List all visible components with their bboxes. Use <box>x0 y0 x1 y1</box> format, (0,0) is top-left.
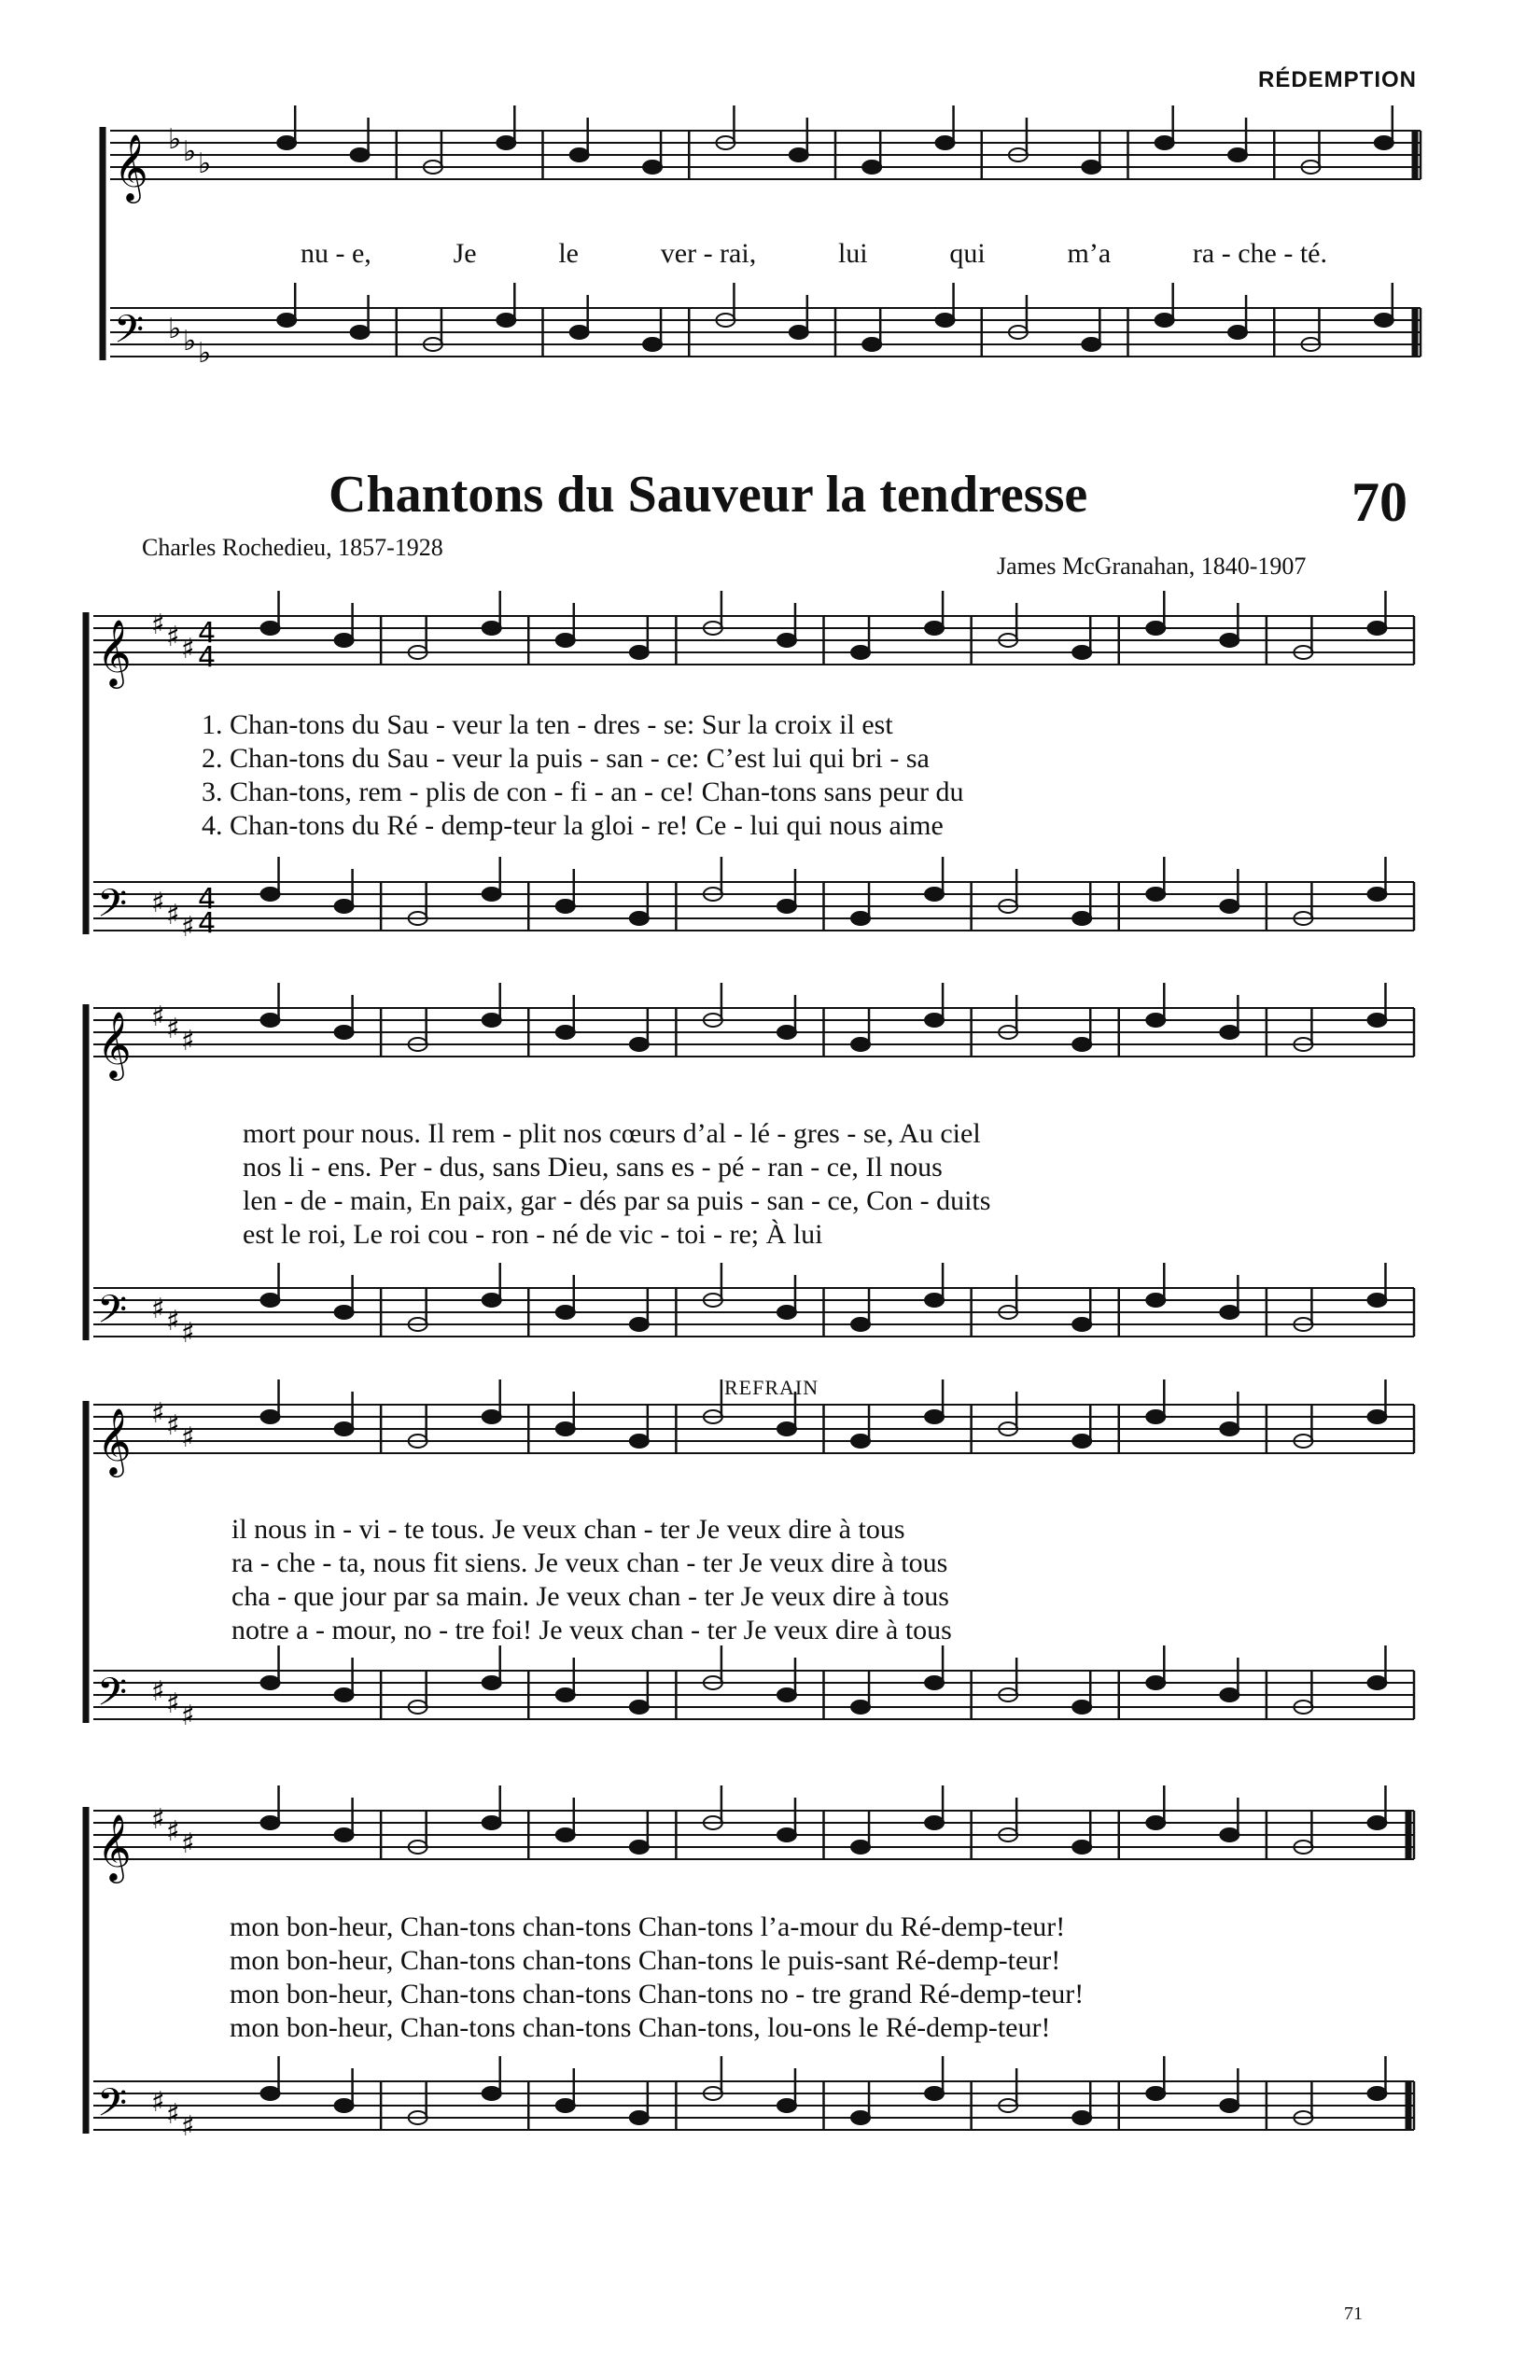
bass-note <box>1146 1294 1165 1307</box>
melody-note <box>1220 1422 1239 1435</box>
verse-line: len - de - main, En paix, gar - dés par sa puis - san - ce, Con - duits <box>243 1185 991 1216</box>
melody-note <box>497 136 515 149</box>
melody-note <box>925 622 944 635</box>
verse-block-3 <box>231 1514 1407 1648</box>
treble-clef-icon: 𝄞 <box>114 133 148 201</box>
verse-line: est le roi, Le roi cou - ron - né de vic - toi - re; À lui <box>243 1219 823 1250</box>
sharp-icon: ♯ <box>181 1317 195 1350</box>
bass-clef-icon: 𝄢 <box>97 881 128 935</box>
bass-note <box>483 2087 501 2100</box>
bass-note <box>277 314 296 327</box>
sharp-icon: ♯ <box>181 1025 195 1057</box>
bass-note <box>777 1688 796 1701</box>
sharp-icon: ♯ <box>166 899 180 931</box>
melody-note <box>1146 622 1165 635</box>
verse-line: mon bon-heur, Chan-tons chan-tons Chan-tons, lou-ons le Ré-demp-teur! <box>230 2012 1051 2043</box>
melody-note <box>630 646 649 659</box>
bass-note <box>351 326 370 339</box>
bass-note <box>1146 1676 1165 1689</box>
verse-line: il nous in - vi - te tous. Je veux chan - ter Je veux dire à tous <box>231 1514 905 1545</box>
verse-line: cha - que jour par sa main. Je veux chan - ter Je veux dire à tous <box>231 1581 949 1612</box>
melody-note <box>556 1026 575 1039</box>
verse-line: 2. Chan-tons du Sau - veur la puis - san - ce: C’est lui qui bri - sa <box>202 743 930 774</box>
melody-note <box>777 1026 796 1039</box>
hymn-number: 70 <box>1351 471 1407 533</box>
time-signature: 4 <box>198 907 217 940</box>
bass-clef-icon: 𝄢 <box>114 307 145 361</box>
bass-note <box>497 314 515 327</box>
melody-note <box>1155 136 1174 149</box>
bass-note <box>630 912 649 925</box>
bass-note <box>925 888 944 901</box>
bass-note <box>1072 912 1091 925</box>
melody-note <box>261 1014 280 1027</box>
melody-note <box>556 1422 575 1435</box>
refrain-label: REFRAIN <box>724 1376 819 1399</box>
flat-icon: ♭ <box>168 313 182 345</box>
melody-note <box>335 634 354 647</box>
bass-note <box>261 1676 280 1689</box>
melody-note <box>851 1435 870 1448</box>
sharp-icon: ♯ <box>151 1675 165 1708</box>
sharp-icon: ♯ <box>166 1687 180 1720</box>
melody-note <box>1072 646 1091 659</box>
melody-note <box>936 136 955 149</box>
prev-lyric: le <box>558 238 579 269</box>
sharp-icon: ♯ <box>181 1421 195 1454</box>
melody-note <box>483 1014 501 1027</box>
melody-note <box>630 1038 649 1051</box>
melody-note <box>851 1841 870 1854</box>
melody-note <box>1220 634 1239 647</box>
prev-lyric: nu - e, <box>301 238 371 269</box>
verse-line: 3. Chan-tons, rem - plis de con - fi - an - ce! Chan-tons sans peur du <box>202 777 964 807</box>
hymn-title: Chantons du Sauveur la tendresse <box>329 466 1088 524</box>
verse-line: mort pour nous. Il rem - plit nos cœurs d’al - lé - gres - se, Au ciel <box>243 1118 981 1149</box>
bass-note <box>630 1318 649 1331</box>
melody-note <box>1072 1841 1091 1854</box>
melody-note <box>335 1026 354 1039</box>
bass-note <box>925 1676 944 1689</box>
melody-note <box>1072 1038 1091 1051</box>
section-heading: RÉDEMPTION <box>1258 67 1418 92</box>
sharp-icon: ♯ <box>166 621 180 653</box>
flat-icon: ♭ <box>183 325 197 357</box>
flat-icon: ♭ <box>198 147 212 180</box>
flat-icon: ♭ <box>198 337 212 370</box>
bass-note <box>851 1701 870 1714</box>
melody-note <box>261 622 280 635</box>
bass-note <box>261 1294 280 1307</box>
bass-note <box>1146 888 1165 901</box>
melody-note <box>790 148 808 161</box>
bass-note <box>335 2099 354 2112</box>
melody-note <box>1146 1014 1165 1027</box>
bass-note <box>925 1294 944 1307</box>
bass-note <box>483 888 501 901</box>
melody-note <box>925 1410 944 1423</box>
melody-note <box>351 148 370 161</box>
melody-note <box>777 634 796 647</box>
verse-line: notre a - mour, no - tre foi! Je veux chan - ter Je veux dire à tous <box>231 1615 952 1645</box>
bass-note <box>483 1676 501 1689</box>
bass-note <box>1082 338 1100 351</box>
treble-clef-icon: 𝄞 <box>97 1813 132 1881</box>
composer-credit: James McGranahan, 1840-1907 <box>997 553 1307 580</box>
sharp-icon: ♯ <box>181 1700 195 1732</box>
prev-hymn-lyrics <box>301 238 1327 270</box>
sharp-icon: ♯ <box>181 633 195 665</box>
flat-icon: ♭ <box>183 135 197 168</box>
bass-clef-icon: 𝄢 <box>97 2080 128 2135</box>
verse-line: nos li - ens. Per - dus, sans Dieu, sans es - pé - ran - ce, Il nous <box>243 1152 943 1183</box>
bass-note <box>556 1688 575 1701</box>
melody-note <box>1146 1410 1165 1423</box>
bass-note <box>1072 2111 1091 2124</box>
treble-clef-icon: 𝄞 <box>97 1010 132 1078</box>
bass-note <box>851 2111 870 2124</box>
sharp-icon: ♯ <box>151 1001 165 1033</box>
time-signature: 4 <box>198 641 217 674</box>
melody-note <box>1228 148 1247 161</box>
melody-note <box>1072 1435 1091 1448</box>
melody-note <box>925 1014 944 1027</box>
prev-lyric: ver - rai, <box>660 238 757 269</box>
melody-note <box>483 622 501 635</box>
bass-note <box>925 2087 944 2100</box>
treble-clef-icon: 𝄞 <box>97 1407 132 1475</box>
verse-line: 1. Chan-tons du Sau - veur la ten - dres - se: Sur la croix il est <box>202 709 893 740</box>
bass-note <box>1155 314 1174 327</box>
bass-note <box>556 1306 575 1319</box>
bass-note <box>556 900 575 913</box>
bass-note <box>777 1306 796 1319</box>
sharp-icon: ♯ <box>181 911 195 944</box>
melody-note <box>277 136 296 149</box>
sharp-icon: ♯ <box>181 2110 195 2143</box>
bass-note <box>1146 2087 1165 2100</box>
prev-lyric: lui <box>837 238 868 269</box>
melody-note <box>1367 1014 1386 1027</box>
sharp-icon: ♯ <box>151 1803 165 1836</box>
bass-note <box>570 326 589 339</box>
bass-note <box>261 888 280 901</box>
bass-clef-icon: 𝄢 <box>97 1287 128 1341</box>
verse-block-2 <box>243 1118 1409 1253</box>
time-signature: 4 <box>198 883 217 916</box>
melody-note <box>777 1422 796 1435</box>
bass-note <box>261 2087 280 2100</box>
bass-note <box>1228 326 1247 339</box>
verse-block-4 <box>230 1911 1415 2046</box>
sharp-icon: ♯ <box>166 1409 180 1442</box>
bass-note <box>1072 1701 1091 1714</box>
sharp-icon: ♯ <box>151 887 165 919</box>
sharp-icon: ♯ <box>166 1305 180 1337</box>
prev-lyric: ra - che - té. <box>1192 238 1327 269</box>
melody-note <box>483 1410 501 1423</box>
bass-note <box>1375 314 1393 327</box>
prev-lyric: m’a <box>1067 238 1112 269</box>
bass-note <box>335 1306 354 1319</box>
bass-note <box>483 1294 501 1307</box>
melody-note <box>556 1828 575 1841</box>
bass-note <box>630 2111 649 2124</box>
melody-note <box>1220 1828 1239 1841</box>
melody-note <box>643 161 662 174</box>
bass-note <box>335 1688 354 1701</box>
bass-note <box>643 338 662 351</box>
melody-note <box>261 1816 280 1829</box>
sharp-icon: ♯ <box>151 1397 165 1430</box>
melody-note <box>570 148 589 161</box>
bass-note <box>936 314 955 327</box>
melody-note <box>335 1828 354 1841</box>
melody-note <box>862 161 881 174</box>
verse-line: mon bon-heur, Chan-tons chan-tons Chan-tons no - tre grand Ré-demp-teur! <box>230 1979 1085 2009</box>
bass-note <box>1220 2099 1239 2112</box>
bass-note <box>556 2099 575 2112</box>
melody-note <box>1146 1816 1165 1829</box>
melody-note <box>1367 1410 1386 1423</box>
lyricist-credit: Charles Rochedieu, 1857-1928 <box>142 534 443 561</box>
melody-note <box>777 1828 796 1841</box>
melody-note <box>630 1435 649 1448</box>
sharp-icon: ♯ <box>151 609 165 641</box>
melody-note <box>1082 161 1100 174</box>
bass-note <box>790 326 808 339</box>
bass-note <box>1220 1688 1239 1701</box>
bass-note <box>335 900 354 913</box>
melody-note <box>335 1422 354 1435</box>
sharp-icon: ♯ <box>166 1013 180 1045</box>
verse-line: 4. Chan-tons du Ré - demp-teur la gloi - re! Ce - lui qui nous aime <box>202 810 944 841</box>
melody-note <box>925 1816 944 1829</box>
verse-block-1 <box>202 709 1396 844</box>
melody-note <box>1375 136 1393 149</box>
sharp-icon: ♯ <box>181 1827 195 1860</box>
melody-note <box>851 1038 870 1051</box>
melody-note <box>483 1816 501 1829</box>
verse-line: mon bon-heur, Chan-tons chan-tons Chan-tons le puis-sant Ré-demp-teur! <box>230 1945 1061 1976</box>
bass-note <box>777 900 796 913</box>
sharp-icon: ♯ <box>166 2098 180 2131</box>
melody-note <box>261 1410 280 1423</box>
verse-line: mon bon-heur, Chan-tons chan-tons Chan-tons l’a-mour du Ré-demp-teur! <box>230 1911 1066 1942</box>
verse-line: ra - che - ta, nous fit siens. Je veux chan - ter Je veux dire à tous <box>231 1547 948 1578</box>
melody-note <box>851 646 870 659</box>
sharp-icon: ♯ <box>151 2086 165 2119</box>
page-number: 71 <box>1344 2303 1363 2324</box>
bass-note <box>777 2099 796 2112</box>
time-signature: 4 <box>198 617 217 650</box>
flat-icon: ♭ <box>168 123 182 156</box>
bass-note <box>851 1318 870 1331</box>
bass-note <box>1220 900 1239 913</box>
bass-note <box>1220 1306 1239 1319</box>
bass-clef-icon: 𝄢 <box>97 1670 128 1724</box>
bass-note <box>1367 1294 1386 1307</box>
melody-note <box>556 634 575 647</box>
melody-note <box>1367 622 1386 635</box>
bass-note <box>1367 2087 1386 2100</box>
melody-note <box>1367 1816 1386 1829</box>
prev-lyric: qui <box>949 238 986 269</box>
melody-note <box>1220 1026 1239 1039</box>
sharp-icon: ♯ <box>166 1815 180 1848</box>
bass-note <box>630 1701 649 1714</box>
sharp-icon: ♯ <box>151 1293 165 1325</box>
bass-note <box>1367 1676 1386 1689</box>
bass-note <box>1367 888 1386 901</box>
bass-note <box>1072 1318 1091 1331</box>
prev-lyric: Je <box>453 238 477 269</box>
treble-clef-icon: 𝄞 <box>97 618 132 686</box>
bass-note <box>851 912 870 925</box>
bass-note <box>862 338 881 351</box>
melody-note <box>630 1841 649 1854</box>
